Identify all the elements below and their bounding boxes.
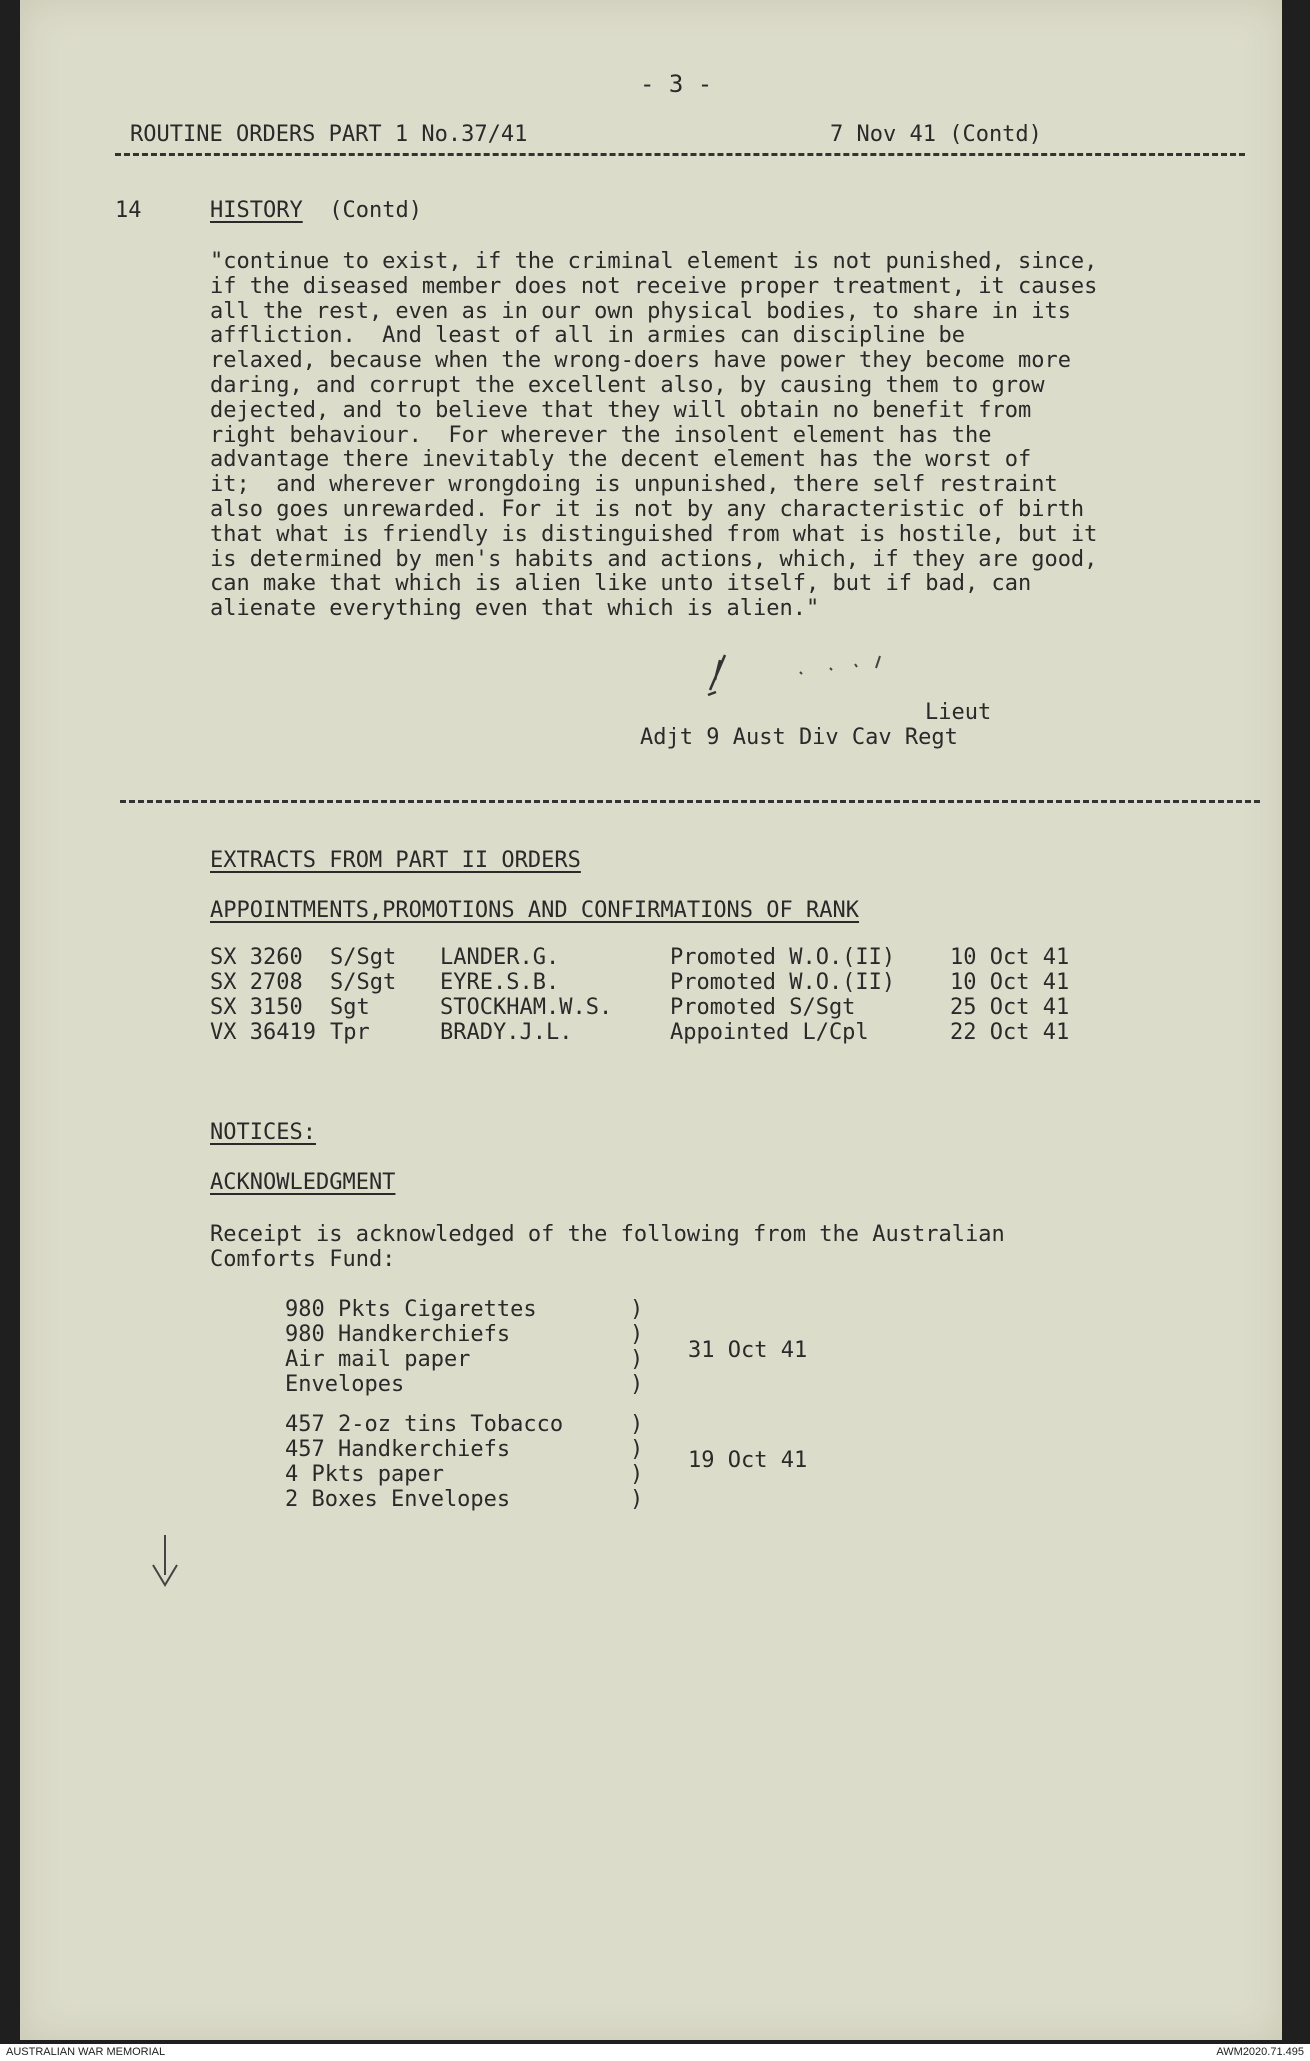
footer-id: AWM2020.71.495 xyxy=(1216,2046,1304,2058)
history-line: it; and wherever wrongdoing is unpunished, there self restraint xyxy=(210,472,1058,498)
signoff-unit: Adjt 9 Aust Div Cav Regt xyxy=(640,725,958,750)
history-line: can make that which is alien like unto itself, but if bad, can xyxy=(210,571,1032,597)
date: 10 Oct 41 xyxy=(950,970,1070,995)
service-number: SX 3150 xyxy=(210,995,303,1020)
date: 22 Oct 41 xyxy=(950,1020,1070,1045)
rank: Tpr xyxy=(330,1020,370,1045)
section-title xyxy=(210,198,422,223)
section-title-suffix: (Contd) xyxy=(329,198,422,223)
header-title: ROUTINE ORDERS PART 1 No.37/41 xyxy=(130,122,528,147)
bracket-group-2: ) ) ) ) xyxy=(630,1412,644,1512)
action: Appointed L/Cpl xyxy=(670,1020,869,1045)
history-paragraph xyxy=(210,250,1250,622)
history-line: all the rest, even as in our own physical bodies, to share in its xyxy=(210,298,1071,324)
pencil-mark xyxy=(145,1530,195,1590)
history-line: daring, and corrupt the excellent also, by causing them to grow xyxy=(210,372,1045,398)
archive-footer xyxy=(0,2044,1310,2061)
list-item: 980 Handkerchiefs xyxy=(285,1322,511,1347)
name: BRADY.J.L. xyxy=(440,1020,573,1045)
history-line: advantage there inevitably the decent element has the worst of xyxy=(210,447,1032,473)
list-item: 4 Pkts paper xyxy=(285,1462,444,1487)
history-line: alienate everything even that which is alien." xyxy=(210,596,820,622)
service-number: VX 36419 xyxy=(210,1020,316,1045)
name: LANDER.G. xyxy=(440,945,560,970)
header-divider xyxy=(115,153,1245,156)
rank: S/Sgt xyxy=(330,970,397,995)
group-1-date: 31 Oct 41 xyxy=(688,1338,808,1363)
date: 25 Oct 41 xyxy=(950,995,1070,1020)
acknowledgment-text: Comforts Fund: xyxy=(210,1247,396,1272)
history-line: also goes unrewarded. For it is not by any characteristic of birth xyxy=(210,496,1085,522)
acknowledgment-text: Receipt is acknowledged of the following from the Australian xyxy=(210,1222,1005,1247)
action: Promoted S/Sgt xyxy=(670,995,856,1020)
service-number: SX 2708 xyxy=(210,970,303,995)
date: 10 Oct 41 xyxy=(950,945,1070,970)
list-item: 980 Pkts Cigarettes xyxy=(285,1297,537,1322)
footer-source: AUSTRALIAN WAR MEMORIAL xyxy=(6,2046,166,2058)
history-line: affliction. And least of all in armies can discipline be xyxy=(210,323,965,349)
document-page xyxy=(20,0,1282,2040)
rank: S/Sgt xyxy=(330,945,397,970)
section-number: 14 xyxy=(115,198,142,223)
history-line: "continue to exist, if the criminal element is not punished, since, xyxy=(210,249,1098,274)
list-item: Envelopes xyxy=(285,1372,405,1397)
group-2-date: 19 Oct 41 xyxy=(688,1448,808,1473)
history-line: dejected, and to believe that they will obtain no benefit from xyxy=(210,397,1032,423)
history-line: that what is friendly is distinguished from what is hostile, but it xyxy=(210,521,1098,547)
name: EYRE.S.B. xyxy=(440,970,560,995)
section-title-text: HISTORY xyxy=(210,198,303,223)
list-item: Air mail paper xyxy=(285,1347,471,1372)
appointments-heading: APPOINTMENTS,PROMOTIONS AND CONFIRMATIONS OF RANK xyxy=(210,898,860,923)
action: Promoted W.O.(II) xyxy=(670,970,896,995)
section-divider xyxy=(120,800,1260,803)
page-number: - 3 - xyxy=(640,70,713,98)
extracts-title: EXTRACTS FROM PART II ORDERS xyxy=(210,848,581,873)
bracket-group-1: ) ) ) ) xyxy=(630,1297,644,1397)
history-line: is determined by men's habits and actions, which, if they are good, xyxy=(210,546,1098,572)
comforts-group-2 xyxy=(285,1412,563,1512)
name: STOCKHAM.W.S. xyxy=(440,995,613,1020)
comforts-group-1 xyxy=(285,1297,537,1397)
history-line: right behaviour. For wherever the insolent element has the xyxy=(210,422,992,448)
notices-heading: NOTICES: xyxy=(210,1120,316,1145)
signature-mark xyxy=(680,650,940,710)
list-item: 457 Handkerchiefs xyxy=(285,1437,511,1462)
action: Promoted W.O.(II) xyxy=(670,945,896,970)
header-date: 7 Nov 41 (Contd) xyxy=(830,122,1042,147)
signoff-rank: Lieut xyxy=(925,700,992,725)
acknowledgment-heading: ACKNOWLEDGMENT xyxy=(210,1170,396,1195)
rank: Sgt xyxy=(330,995,370,1020)
service-number: SX 3260 xyxy=(210,945,303,970)
list-item: 457 2-oz tins Tobacco xyxy=(285,1412,564,1437)
list-item: 2 Boxes Envelopes xyxy=(285,1487,511,1512)
history-line: if the diseased member does not receive proper treatment, it causes xyxy=(210,273,1098,299)
history-line: relaxed, because when the wrong-doers have power they become more xyxy=(210,348,1071,374)
